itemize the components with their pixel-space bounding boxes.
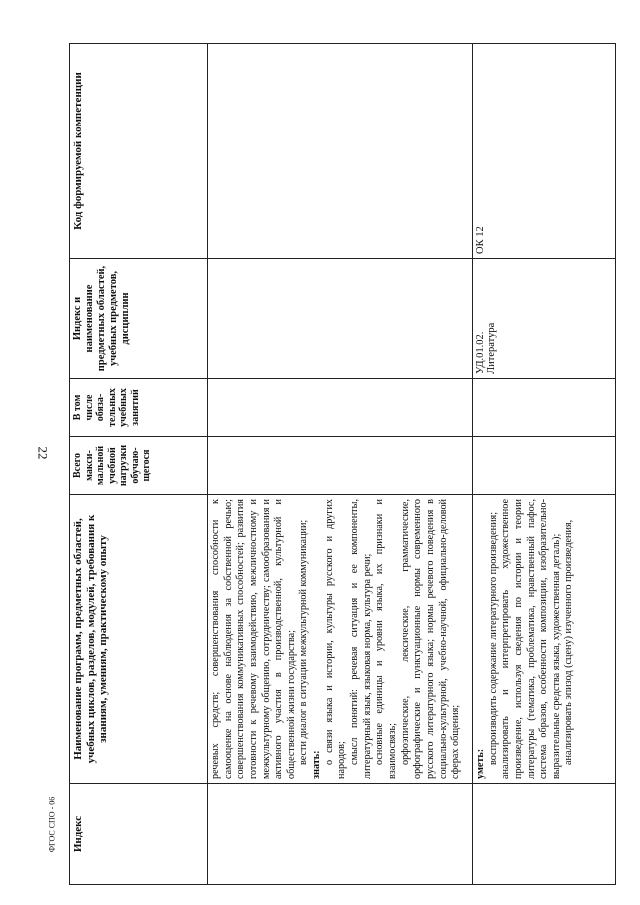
row1-paragraph: смысл понятий: речевая ситуация и ее компоненты, литературный язык, языковая норма, культура речи; xyxy=(349,499,373,779)
header-competence: Код формируемой компетенции xyxy=(70,44,208,259)
header-index: Индекс xyxy=(70,784,208,885)
table-page-area xyxy=(69,44,615,885)
row2-index-cell xyxy=(473,784,616,885)
discipline-code: УД.01.02. xyxy=(475,331,486,374)
rotated-table-wrapper xyxy=(69,44,615,885)
row2-discipline-cell xyxy=(473,259,616,379)
table-header-row xyxy=(70,44,208,885)
row1-max-load-cell xyxy=(208,437,473,495)
curriculum-table xyxy=(69,43,616,885)
row1-description-cell xyxy=(208,495,473,784)
row1-paragraph: о связи языка и истории, культуры русского и других народов; xyxy=(323,499,348,779)
row1-competence-cell xyxy=(208,44,473,259)
row2-paragraph: анализировать эпизод (сцену) изученного произведения, xyxy=(563,519,575,765)
header-name: Наименование программ, предметных областей, учебных циклов, разделов, модулей, требования к знаниям, умениям, практическому опыту xyxy=(70,495,208,784)
discipline-name: Литература xyxy=(486,322,497,374)
row1-know-label: знать: xyxy=(311,750,323,779)
row1-paragraph: орфоэпические, лексические, грамматические, орфографические и пунктуационные нормы современного русского литературного языка; нормы речевого поведения в социально-культурной, учебно-научной, официально-деловой сферах общения; xyxy=(399,499,462,779)
table-row xyxy=(208,44,473,885)
row2-mandatory-cell xyxy=(473,379,616,437)
row1-index-cell xyxy=(208,784,473,885)
row2-description-cell xyxy=(473,495,616,784)
header-max-load: Всего макси-мальной учебной нагрузки обучаю-щегося xyxy=(70,437,208,495)
row2-can-label: уметь: xyxy=(475,748,486,779)
page-number: 22 xyxy=(35,446,51,460)
document-footer: ФГОС СПО - 06 xyxy=(47,796,57,853)
row2-paragraph: воспроизводить содержание литературного произведения; xyxy=(487,511,499,765)
row2-competence-cell xyxy=(473,44,616,259)
table-row xyxy=(473,44,616,885)
row1-discipline-cell xyxy=(208,259,473,379)
header-discipline: Индекс и наименование предметных областей, учебных предметов, дисциплин xyxy=(70,259,208,379)
row2-max-load-cell xyxy=(473,437,616,495)
row1-paragraph: вести диалог в ситуации межкультурной коммуникации; xyxy=(298,519,310,765)
row1-paragraph: основные единицы и уровни языка, их признаки и взаимосвязь; xyxy=(374,499,398,779)
row1-paragraph: речевых средств; совершенствования способности к самооценке на основе наблюдения за собственной речью; совершенствования коммуникативных способностей; развития готовности к речевому взаимодействию, межличностному и межкультурному общению, сотрудничеству; самообразования и активного участия в производственной, культурной и общественной жизни государства; xyxy=(210,499,297,779)
header-mandatory: В том числе обяза-тельных учебных занятий xyxy=(70,379,208,437)
row1-mandatory-cell xyxy=(208,379,473,437)
row2-paragraph: анализировать и интерпретировать художественное произведение, используя сведения по истории и теории литературы (тематика, проблематика, нравственный пафос, система образов, особенности композиции, изобразительно-выразительные средства языка, художественная деталь); xyxy=(500,499,562,779)
competence-code: ОК 12 xyxy=(475,226,486,254)
